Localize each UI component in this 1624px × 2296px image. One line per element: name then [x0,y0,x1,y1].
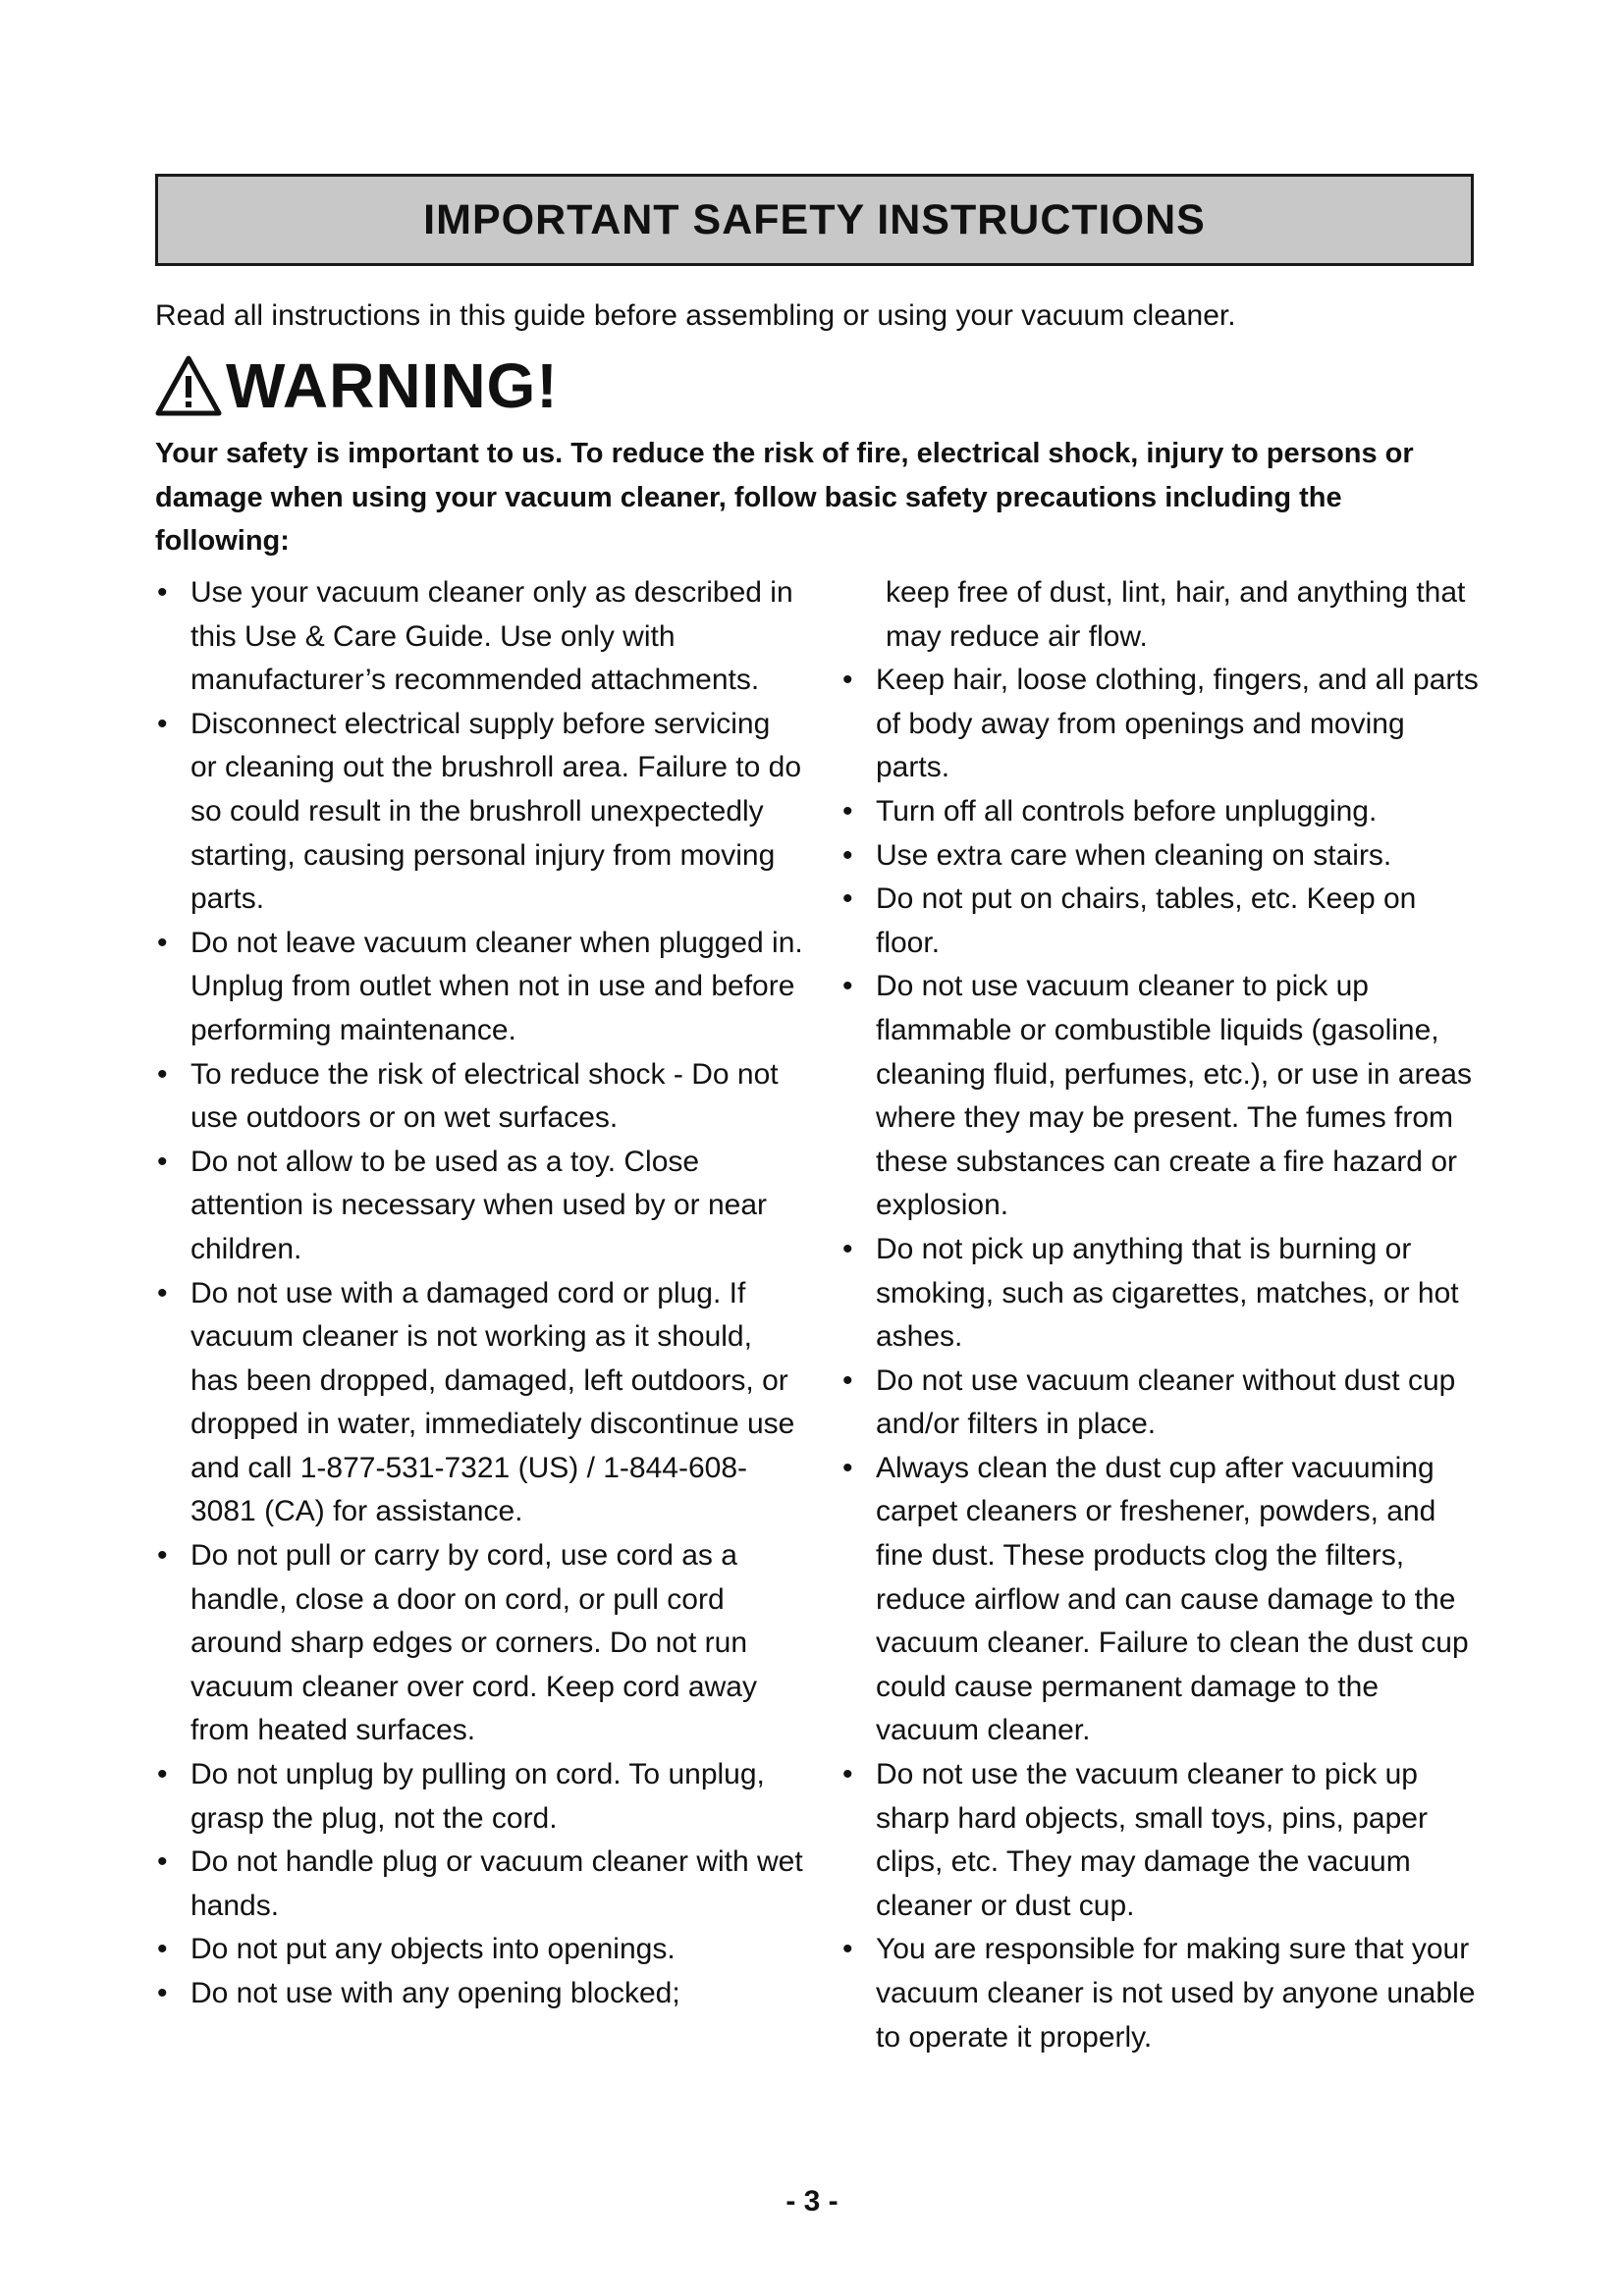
list-item: • You are responsible for making sure that your vacuum cleaner is not used by anyone unable to operate it properly. [840,1928,1479,2059]
right-instruction-list [840,571,1479,2059]
list-item: • Do not pick up anything that is burning or smoking, such as cigarettes, matches, or hot ashes. [840,1228,1479,1360]
list-item: • Do not unplug by pulling on cord. To unplug, grasp the plug, not the cord. [155,1753,803,1841]
list-item: • Disconnect electrical supply before servicing or cleaning out the brushroll area. Failure to do so could result in the brushroll unexpectedly starting, causing personal injury from moving parts. [155,703,803,922]
list-item: • Do not use the vacuum cleaner to pick up sharp hard objects, small toys, pins, paper clips, etc. They may damage the vacuum cleaner or dust cup. [840,1753,1479,1928]
safety-lead-paragraph: Your safety is important to us. To reduce the risk of fire, electrical shock, injury to persons or damage when using your vacuum cleaner, follow basic safety precautions including the following: [155,438,1414,557]
list-item: • Do not use vacuum cleaner without dust cup and/or filters in place. [840,1360,1479,1447]
left-instruction-list [155,571,803,2016]
list-item: • Use extra care when cleaning on stairs. [840,834,1479,879]
warning-label: WARNING! [226,350,559,421]
list-item: • Do not handle plug or vacuum cleaner with wet hands. [155,1841,803,1928]
list-item: • Do not use with a damaged cord or plug. If vacuum cleaner is not working as it should, has been dropped, damaged, left outdoors, or dropped in water, immediately discontinue use and call 1-877-531-7321 (US) / 1-844-608-3081 (CA) for assistance. [155,1272,803,1535]
list-item: • Do not use vacuum cleaner to pick up flammable or combustible liquids (gasoline, cleaning fluid, perfumes, etc.), or use in areas where they may be present. The fumes from these substances can create a fire hazard or explosion. [840,965,1479,1228]
intro-text: Read all instructions in this guide before assembling or using your vacuum cleaner. [155,299,1236,332]
list-item: • Use your vacuum cleaner only as described in this Use & Care Guide. Use only with manufacturer’s recommended attachments. [155,571,803,703]
list-item-continuation: keep free of dust, lint, hair, and anything that may reduce air flow. [886,576,1466,653]
title-banner [155,174,1474,266]
page-number: - 3 - [785,2185,839,2217]
list-item: • Do not put on chairs, tables, etc. Keep on floor. [840,878,1479,965]
list-item: • Always clean the dust cup after vacuuming carpet cleaners or freshener, powders, and fine dust. These products clog the filters, reduce airflow and can cause damage to the vacuum cleaner. Failure to clean the dust cup could cause permanent damage to the vacuum cleaner. [840,1447,1479,1753]
page-title: IMPORTANT SAFETY INSTRUCTIONS [423,195,1206,243]
warning-triangle-icon [155,354,222,417]
list-item: • Do not allow to be used as a toy. Close attention is necessary when used by or near children. [155,1141,803,1272]
list-item: • Do not use with any opening blocked; [155,1972,803,2016]
list-item: • Keep hair, loose clothing, fingers, and all parts of body away from openings and moving parts. [840,659,1479,790]
list-item: • Do not put any objects into openings. [155,1928,803,1972]
list-item: • Do not leave vacuum cleaner when plugged in. Unplug from outlet when not in use and before performing maintenance. [155,922,803,1053]
list-item: • Do not pull or carry by cord, use cord as a handle, close a door on cord, or pull cord around sharp edges or corners. Do not run vacuum cleaner over cord. Keep cord away from heated surfaces. [155,1534,803,1753]
warning-heading [155,349,559,422]
list-item: • To reduce the risk of electrical shock - Do not use outdoors or on wet surfaces. [155,1053,803,1141]
list-item: • Turn off all controls before unplugging. [840,790,1479,834]
